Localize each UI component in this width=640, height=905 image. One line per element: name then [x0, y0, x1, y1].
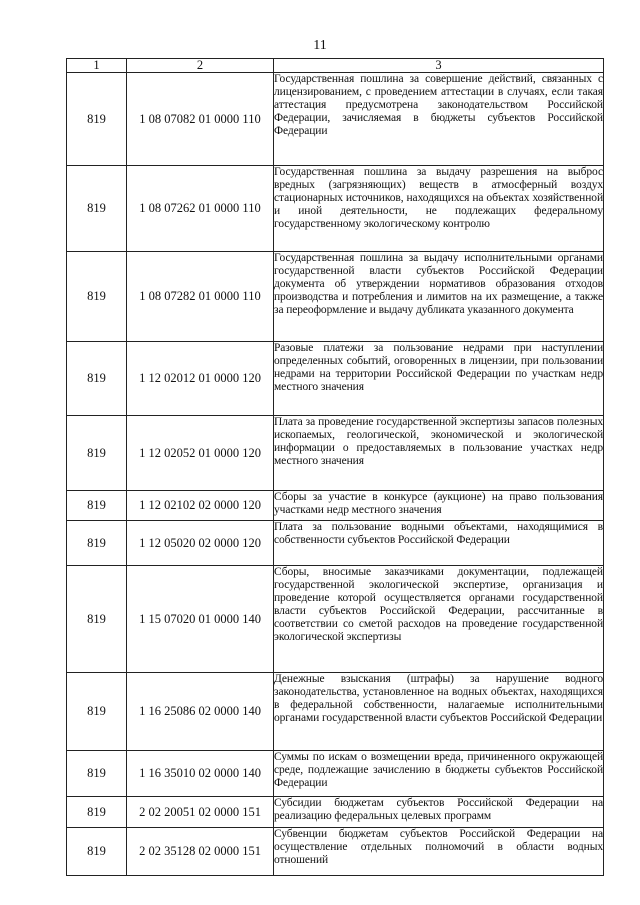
budget-code-cell: 1 16 25086 02 0000 140: [127, 673, 274, 751]
description-cell: Государственная пошлина за выдачу исполнительными органами государственной власти субъектов Российской Федерации документа об утверждении нормативов образования отходов производства и потребления и лимитов на их размещение, а также за переоформление и выдачу дубликата указанного документа: [274, 252, 604, 342]
description-cell: Сборы, вносимые заказчиками документации, подлежащей государственной экологической экспертизе, организация и проведение которой осуществляется органами государственной власти субъектов Российской Федерации, рассчитанные в соответствии со сметой расходов на проведение государственной экологической экспертизы: [274, 566, 604, 673]
budget-code-cell: 1 12 02012 01 0000 120: [127, 342, 274, 416]
table-row: [67, 491, 604, 521]
budget-code-cell: 2 02 35128 02 0000 151: [127, 828, 274, 876]
description-cell: Суммы по искам о возмещении вреда, причиненного окружающей среде, подлежащие зачислению в бюджеты субъектов Российской Федерации: [274, 751, 604, 797]
admin-code-cell: 819: [67, 73, 127, 166]
table-row: [67, 342, 604, 416]
admin-code-cell: 819: [67, 828, 127, 876]
table-row: [67, 521, 604, 566]
header-col-2: 2: [127, 59, 274, 73]
description-cell: Государственная пошлина за выдачу разрешения на выброс вредных (загрязняющих) веществ в атмосферный воздух стационарных источников, находящихся на объектах хозяйственной и иной деятельности, не подлежащих федеральному государственному экологическому контролю: [274, 166, 604, 252]
description-cell: Плата за пользование водными объектами, находящимися в собственности субъектов Российской Федерации: [274, 521, 604, 566]
table-row: [67, 673, 604, 751]
admin-code-cell: 819: [67, 673, 127, 751]
table-row: [67, 73, 604, 166]
budget-code-cell: 2 02 20051 02 0000 151: [127, 797, 274, 828]
description-cell: Разовые платежи за пользование недрами при наступлении определенных событий, оговоренных в лицензии, при пользовании недрами на территории Российской Федерации по участкам недр местного значения: [274, 342, 604, 416]
header-col-1: 1: [67, 59, 127, 73]
page-number: 11: [313, 38, 327, 53]
budget-code-cell: 1 12 02102 02 0000 120: [127, 491, 274, 521]
admin-code-cell: 819: [67, 491, 127, 521]
header-row: [67, 59, 604, 73]
description-cell: Субвенции бюджетам субъектов Российской Федерации на осуществление отдельных полномочий в области водных отношений: [274, 828, 604, 876]
admin-code-cell: 819: [67, 751, 127, 797]
header-col-3: 3: [274, 59, 604, 73]
table-row: [67, 751, 604, 797]
admin-code-cell: 819: [67, 797, 127, 828]
description-cell: Субсидии бюджетам субъектов Российской Федерации на реализацию федеральных целевых программ: [274, 797, 604, 828]
budget-code-cell: 1 08 07262 01 0000 110: [127, 166, 274, 252]
budget-code-cell: 1 08 07082 01 0000 110: [127, 73, 274, 166]
description-cell: Сборы за участие в конкурсе (аукционе) на право пользования участками недр местного значения: [274, 491, 604, 521]
budget-code-cell: 1 08 07282 01 0000 110: [127, 252, 274, 342]
table-row: [67, 416, 604, 491]
budget-code-cell: 1 15 07020 01 0000 140: [127, 566, 274, 673]
admin-code-cell: 819: [67, 166, 127, 252]
table-row: [67, 566, 604, 673]
revenue-codes-table: [66, 58, 604, 876]
admin-code-cell: 819: [67, 521, 127, 566]
table-row: [67, 166, 604, 252]
budget-code-cell: 1 12 05020 02 0000 120: [127, 521, 274, 566]
table-row: [67, 797, 604, 828]
budget-code-cell: 1 16 35010 02 0000 140: [127, 751, 274, 797]
description-cell: Денежные взыскания (штрафы) за нарушение водного законодательства, установленное на водных объектах, находящихся в федеральной собственности, налагаемые исполнительными органами государственной власти субъектов Российской Федерации: [274, 673, 604, 751]
admin-code-cell: 819: [67, 252, 127, 342]
description-cell: Государственная пошлина за совершение действий, связанных с лицензированием, с проведением аттестации в случаях, если такая аттестация предусмотрена законодательством Российской Федерации, зачисляемая в бюджеты субъектов Российской Федерации: [274, 73, 604, 166]
table-row: [67, 828, 604, 876]
budget-code-cell: 1 12 02052 01 0000 120: [127, 416, 274, 491]
admin-code-cell: 819: [67, 566, 127, 673]
description-cell: Плата за проведение государственной экспертизы запасов полезных ископаемых, геологической, экономической и экологической информации о предоставляемых в пользование участках недр местного значения: [274, 416, 604, 491]
table-row: [67, 252, 604, 342]
admin-code-cell: 819: [67, 342, 127, 416]
admin-code-cell: 819: [67, 416, 127, 491]
